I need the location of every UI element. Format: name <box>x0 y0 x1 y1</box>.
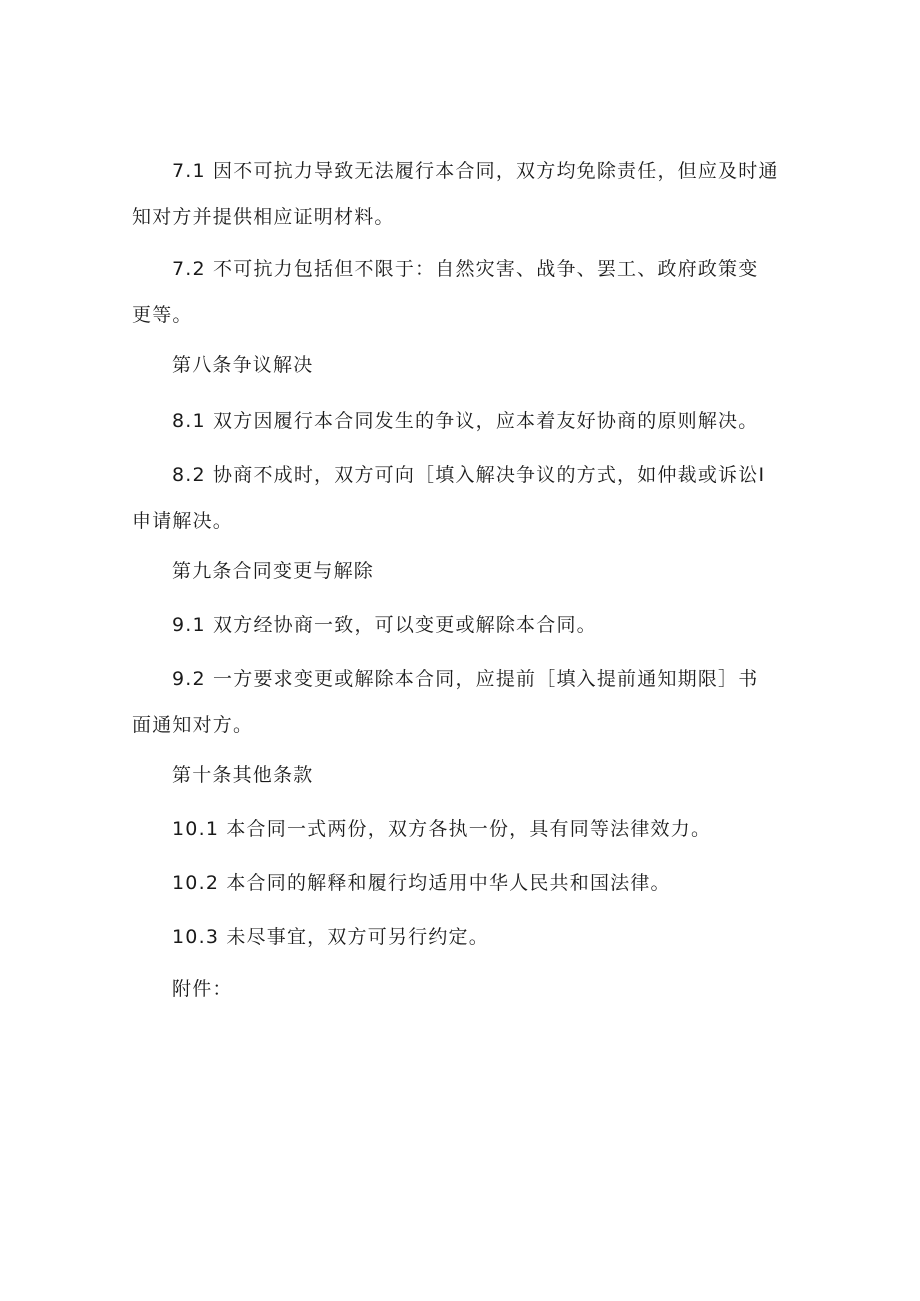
article-9-heading: 第九条合同变更与解除 <box>172 560 375 582</box>
clause-8-1-line-1: 8.1 双方因履行本合同发生的争议，应本着友好协商的原则解决。 <box>172 410 759 432</box>
clause-10-2-line-1: 10.2 本合同的解释和履行均适用中华人民共和国法律。 <box>172 872 671 894</box>
clause-8-2-line-2: 申请解决。 <box>132 510 234 532</box>
clause-7-1-line-1: 7.1 因不可抗力导致无法履行本合同，双方均免除责任，但应及时通 <box>172 160 779 182</box>
clause-7-2-line-1: 7.2 不可抗力包括但不限于：自然灾害、战争、罢工、政府政策变 <box>172 258 759 280</box>
clause-8-2-line-1: 8.2 协商不成时，双方可向［填入解决争议的方式，如仲裁或诉讼I <box>172 464 766 486</box>
article-8-heading: 第八条争议解决 <box>172 354 314 376</box>
clause-9-2 <box>132 656 782 748</box>
clause-9-1 <box>132 602 782 648</box>
clause-7-2-line-2: 更等。 <box>132 304 193 326</box>
clause-10-1-line-1: 10.1 本合同一式两份，双方各执一份，具有同等法律效力。 <box>172 818 712 840</box>
clause-7-1 <box>132 148 782 240</box>
clause-9-2-line-1: 9.2 一方要求变更或解除本合同，应提前［填入提前通知期限］书 <box>172 668 759 690</box>
article-10-heading: 第十条其他条款 <box>172 764 314 786</box>
clause-9-2-line-2: 面通知对方。 <box>132 714 254 736</box>
clause-10-1 <box>132 806 782 852</box>
clause-7-1-line-2: 知对方并提供相应证明材料。 <box>132 206 395 228</box>
clause-10-2 <box>132 860 782 906</box>
clause-8-1 <box>132 398 782 444</box>
clause-7-2 <box>132 246 782 338</box>
clause-8-2 <box>132 452 782 544</box>
attachment-heading: 附件： <box>172 978 233 1000</box>
clause-9-1-line-1: 9.1 双方经协商一致，可以变更或解除本合同。 <box>172 614 597 636</box>
clause-10-3-line-1: 10.3 未尽事宜，双方可另行约定。 <box>172 926 489 948</box>
clause-10-3 <box>132 914 782 960</box>
